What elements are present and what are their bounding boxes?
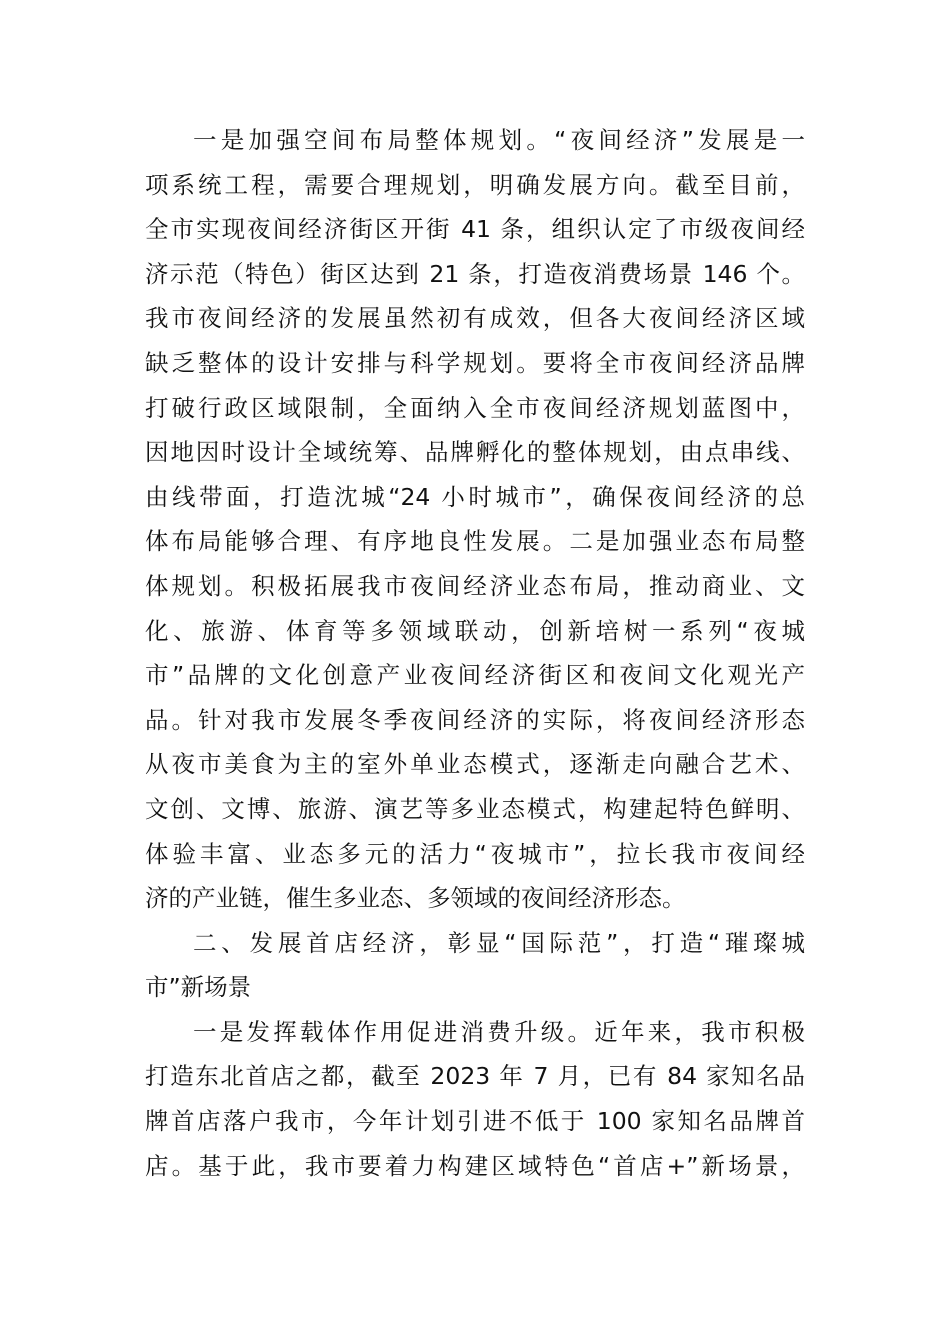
paragraph-2-line-2: 打造东北首店之都，截至 2023 年 7 月，已有 84 家知名品 [145, 1062, 805, 1091]
paragraph-1-line-6: 缺乏整体的设计安排与科学规划。要将全市夜间经济品牌 [145, 348, 805, 377]
paragraph-2-line-1: 一是发挥载体作用促进消费升级。近年来，我市积极 [193, 1017, 805, 1046]
paragraph-1-line-16: 文创、文博、旅游、演艺等多业态模式，构建起特色鲜明、 [145, 794, 805, 823]
paragraph-1-line-14: 品。针对我市发展冬季夜间经济的实际，将夜间经济形态 [145, 705, 805, 734]
document-body [145, 118, 805, 1188]
paragraph-1-line-13: 市”品牌的文化创意产业夜间经济街区和夜间文化观光产 [145, 661, 805, 690]
paragraph-1-line-8: 因地因时设计全域统筹、品牌孵化的整体规划，由点串线、 [145, 438, 805, 467]
paragraph-1-line-15: 从夜市美食为主的室外单业态模式，逐渐走向融合艺术、 [145, 750, 805, 779]
paragraph-1-line-3: 全市实现夜间经济街区开街 41 条，组织认定了市级夜间经 [145, 215, 805, 244]
paragraph-1-line-12: 化、旅游、体育等多领域联动，创新培树一系列“夜城 [145, 616, 805, 645]
paragraph-2-line-4: 店。基于此，我市要着力构建区域特色“首店+”新场景， [145, 1151, 805, 1180]
section-heading-line-1: 二、发展首店经济，彰显“国际范”，打造“璀璨城 [193, 928, 805, 957]
paragraph-1-line-11: 体规划。积极拓展我市夜间经济业态布局，推动商业、文 [145, 571, 805, 600]
paragraph-1-line-4: 济示范（特色）街区达到 21 条，打造夜消费场景 146 个。 [145, 259, 805, 288]
paragraph-1-line-2: 项系统工程，需要合理规划，明确发展方向。截至目前， [145, 170, 805, 199]
paragraph-1-line-10: 体布局能够合理、有序地良性发展。二是加强业态布局整 [145, 527, 805, 556]
paragraph-1-line-1: 一是加强空间布局整体规划。“夜间经济”发展是一 [193, 126, 805, 154]
paragraph-1-line-9: 由线带面，打造沈城“24 小时城市”，确保夜间经济的总 [145, 482, 805, 511]
paragraph-1-line-17: 体验丰富、业态多元的活力“夜城市”，拉长我市夜间经 [145, 839, 805, 868]
paragraph-1-line-5: 我市夜间经济的发展虽然初有成效，但各大夜间经济区域 [145, 304, 805, 333]
paragraph-1-line-7: 打破行政区域限制，全面纳入全市夜间经济规划蓝图中， [145, 393, 805, 422]
paragraph-1-line-18: 济的产业链，催生多业态、多领域的夜间经济形态。 [145, 884, 686, 913]
paragraph-2-line-3: 牌首店落户我市，今年计划引进不低于 100 家知名品牌首 [145, 1107, 805, 1136]
section-heading-line-2: 市”新场景 [145, 973, 252, 1002]
